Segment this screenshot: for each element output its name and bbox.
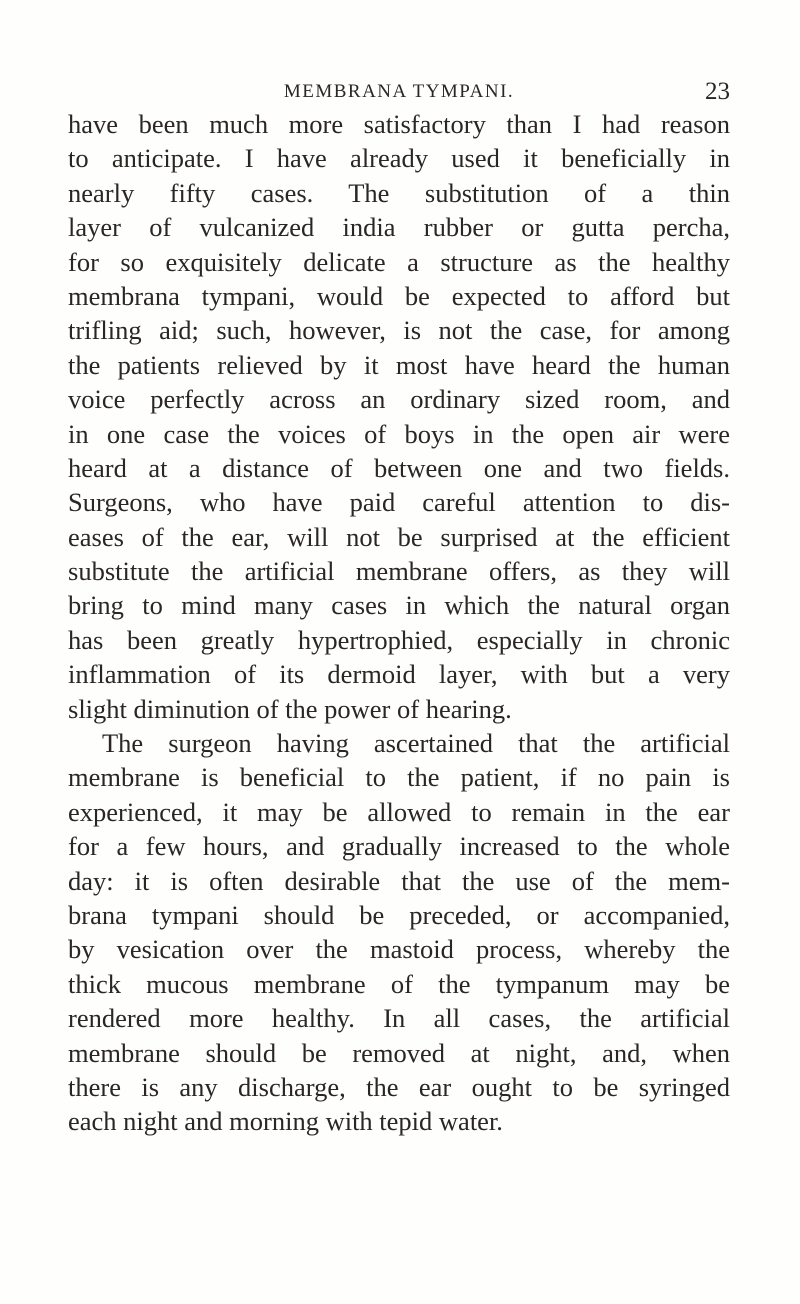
text-line: by vesication over the mastoid process, whereby the: [68, 934, 730, 965]
text-line: has been greatly hypertrophied, especially in chronic: [68, 624, 730, 655]
running-head: [68, 77, 730, 107]
text-line: layer of vulcanized india rubber or gutta percha,: [68, 212, 730, 243]
text-line: in one case the voices of boys in the open air were: [68, 418, 730, 449]
text-line: substitute the artificial membrane offers, as they will: [68, 556, 730, 587]
text-line: nearly fifty cases. The substitution of a thin: [68, 177, 730, 208]
text-line: day: it is often desirable that the use of the mem-: [68, 865, 730, 896]
text-line: have been much more satisfactory than I had reason: [68, 109, 730, 139]
text-line: there is any discharge, the ear ought to be syringed: [68, 1071, 730, 1102]
text-line: trifling aid; such, however, is not the case, for among: [68, 315, 730, 346]
running-title: MEMBRANA TYMPANI.: [283, 81, 515, 102]
text-line: the patients relieved by it most have heard the human: [68, 349, 730, 380]
text-line: each night and morning with tepid water.: [68, 1106, 503, 1137]
text-line: heard at a distance of between one and two fields.: [68, 452, 730, 483]
text-line: brana tympani should be preceded, or accompanied,: [68, 899, 730, 930]
text-line: membrane is beneficial to the patient, if no pain is: [68, 762, 730, 793]
text-line: to anticipate. I have already used it beneficially in: [68, 143, 730, 174]
text-line: bring to mind many cases in which the natural organ: [68, 590, 730, 621]
text-line: for so exquisitely delicate a structure as the healthy: [68, 246, 730, 277]
text-line: membrane should be removed at night, and, when: [68, 1037, 730, 1068]
paragraph-2: [68, 726, 730, 1139]
text-line: experienced, it may be allowed to remain in the ear: [68, 796, 730, 827]
text-line: for a few hours, and gradually increased to the whole: [68, 831, 730, 862]
text-line: voice perfectly across an ordinary sized room, and: [68, 384, 730, 415]
text-line: inflammation of its dermoid layer, with but a very: [68, 659, 730, 690]
body-text: [68, 107, 730, 1139]
text-line: The surgeon having ascertained that the artificial: [102, 728, 730, 759]
page-number: 23: [705, 78, 730, 105]
text-line: rendered more healthy. In all cases, the artificial: [68, 1003, 730, 1034]
text-line: eases of the ear, will not be surprised at the efficient: [68, 521, 730, 552]
text-line: slight diminution of the power of hearing.: [68, 693, 512, 724]
paragraph-1: [68, 107, 730, 726]
text-line: thick mucous membrane of the tympanum may be: [68, 968, 730, 999]
text-line: Surgeons, who have paid careful attention to dis-: [68, 487, 730, 518]
text-line: membrana tympani, would be expected to afford but: [68, 280, 730, 311]
